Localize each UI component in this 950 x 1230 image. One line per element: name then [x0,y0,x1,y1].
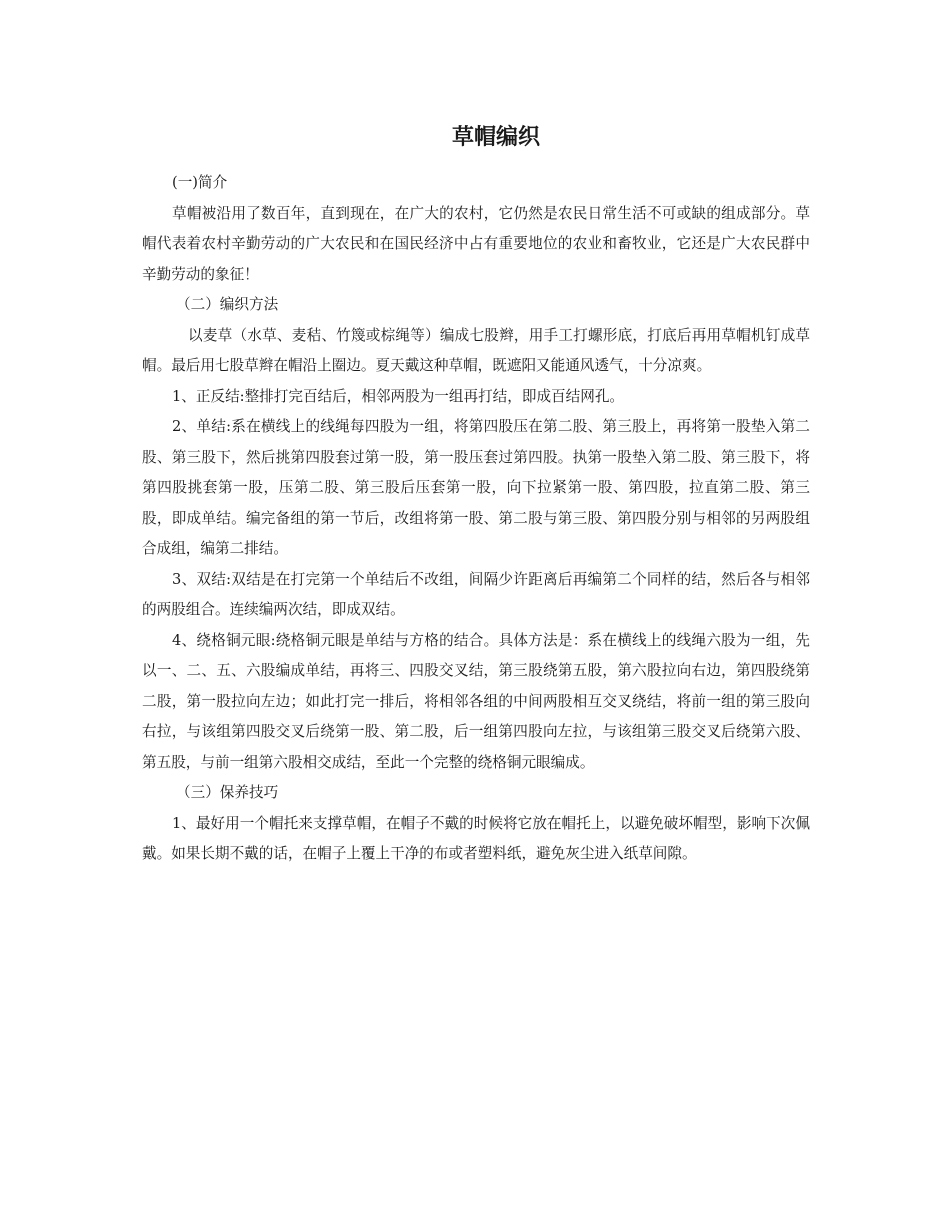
document-title: 草帽编织 [451,125,540,150]
intro-paragraph: 草帽被沿用了数百年，直到现在，在广大的农村，它仍然是农民日常生活不可或缺的组成部分。草帽代表着农村辛勤劳动的广大农民和在国民经济中占有重要地位的农业和畜牧业，它还是广大农民群中辛勤劳动的象征！ [142,204,810,283]
section-heading-method: （二）编织方法 [176,296,279,313]
care-tip-1: 1、最好用一个帽托来支撑草帽，在帽子不戴的时候将它放在帽托上，以避免破坏帽型，影响下次佩戴。如果长期不戴的话，在帽子上覆上干净的布或者塑料纸，避免灰尘进入纸草间隙。 [142,814,810,862]
method-step-2: 2、单结:系在横线上的线绳每四股为一组，将第四股压在第二股、第三股上，再将第一股垫入第二股、第三股下，然后挑第四股套过第一股，第一股压套过第四股。执第一股垫入第二股、第三股下，将第四股挑套第一股，压第二股、第三股后压套第一股，向下拉紧第一股、第四股，拉直第二股、第三股，即成单结。编完备组的第一节后，改组将第一股、第二股与第三股、第四股分别与相邻的另两股组合成组，编第二排结。 [142,418,810,557]
method-intro-paragraph: 以麦草（水草、麦秸、竹篾或棕绳等）编成七股辫，用手工打螺形底，打底后再用草帽机钉成草帽。最后用七股草辫在帽沿上圈边。夏天戴这种草帽，既遮阳又能通风透气，十分凉爽。 [142,326,810,374]
method-step-1: 1、正反结:整排打完百结后，相邻两股为一组再打结，即成百结网孔。 [172,387,625,405]
section-heading-intro: (一)简介 [172,174,228,191]
method-step-4: 4、绕格铜元眼:绕格铜元眼是单结与方格的结合。具体方法是：系在横线上的线绳六股为一组，先以一、二、五、六股编成单结，再将三、四股交叉结，第三股绕第五股，第六股拉向右边，第四股绕第二股，第一股拉向左边；如此打完一排后，将相邻各组的中间两股相互交叉绕结，将前一组的第三股向右拉，与该组第四股交叉后绕第一股、第二股，后一组第四股向左拉，与该组第三股交叉后绕第六股、第五股，与前一组第六股相交成结，至此一个完整的绕格铜元眼编成。 [142,631,810,771]
document-page [142,118,810,870]
section-heading-care: （三）保养技巧 [176,784,279,801]
method-step-3: 3、双结:双结是在打完第一个单结后不改组，间隔少许距离后再编第二个同样的结，然后各与相邻的两股组合。连续编两次结，即成双结。 [142,570,810,618]
